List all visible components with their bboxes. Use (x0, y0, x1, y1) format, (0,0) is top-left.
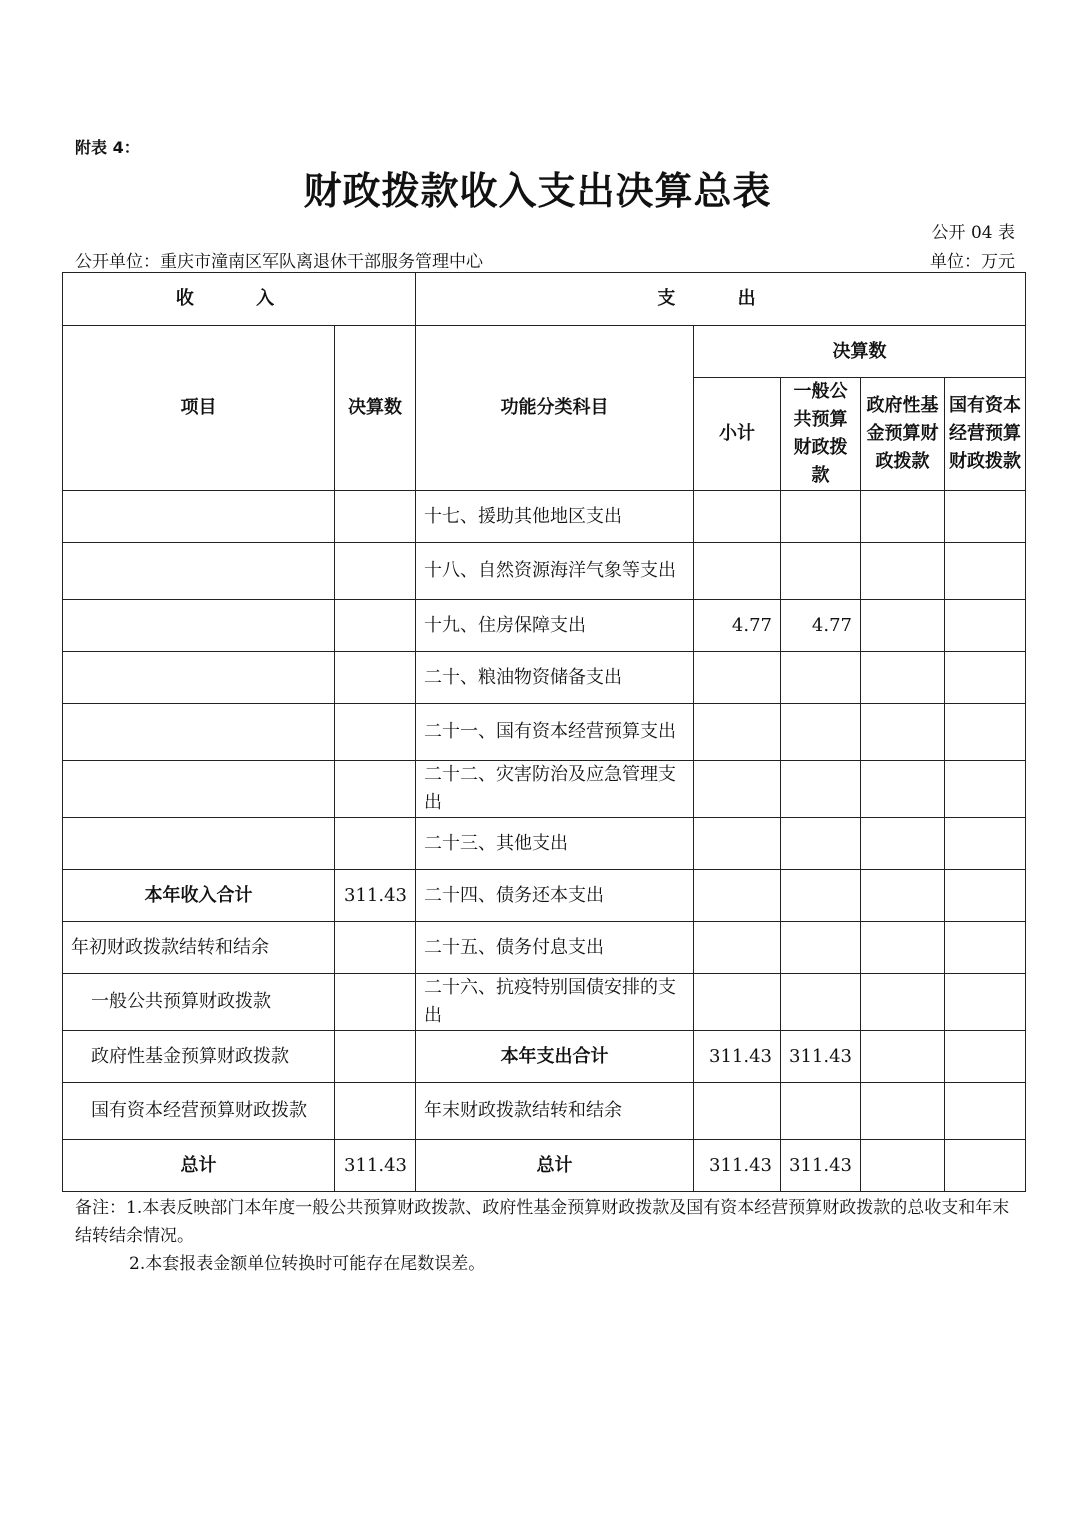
attachment-label: 附表 4： (75, 138, 140, 157)
fund-cell (861, 818, 945, 870)
table-row (63, 652, 1026, 704)
table-row (63, 974, 1026, 1031)
general-cell (781, 491, 861, 543)
income-item: 总计 (63, 1140, 335, 1192)
income-item: 年初财政拨款结转和结余 (63, 922, 335, 974)
general-cell: 311.43 (781, 1031, 861, 1083)
fund-cell (861, 1083, 945, 1140)
table-row (63, 870, 1026, 922)
function-item: 二十二、灾害防治及应急管理支出 (416, 761, 694, 818)
function-item: 总计 (416, 1140, 694, 1192)
general-cell (781, 870, 861, 922)
state-cell (945, 1140, 1026, 1192)
state-cell (945, 922, 1026, 974)
general-cell (781, 543, 861, 600)
income-amount (335, 704, 416, 761)
income-item (63, 761, 335, 818)
fund-cell (861, 1140, 945, 1192)
function-header: 功能分类科目 (416, 326, 694, 491)
amount2-header: 决算数 (694, 326, 1026, 378)
subtotal-cell (694, 543, 781, 600)
fund-cell (861, 543, 945, 600)
subtotal-cell (694, 1083, 781, 1140)
state-cell (945, 761, 1026, 818)
function-item: 十七、援助其他地区支出 (416, 491, 694, 543)
budget-table (62, 272, 1026, 1192)
fund-cell (861, 974, 945, 1031)
income-item (63, 704, 335, 761)
income-header: 收 入 (63, 273, 416, 326)
header-row-mid (63, 326, 1026, 378)
general-cell (781, 761, 861, 818)
fund-cell (861, 652, 945, 704)
function-item: 二十、粮油物资储备支出 (416, 652, 694, 704)
fund-cell (861, 491, 945, 543)
state-cell (945, 870, 1026, 922)
subtotal-cell (694, 922, 781, 974)
income-amount (335, 491, 416, 543)
state-cell (945, 652, 1026, 704)
function-item: 二十四、债务还本支出 (416, 870, 694, 922)
general-cell (781, 974, 861, 1031)
income-amount (335, 652, 416, 704)
subtotal-header: 小计 (694, 378, 781, 491)
general-cell (781, 704, 861, 761)
item-header: 项目 (63, 326, 335, 491)
fund-cell (861, 704, 945, 761)
income-item: 政府性基金预算财政拨款 (63, 1031, 335, 1083)
state-cell (945, 818, 1026, 870)
table-row (63, 704, 1026, 761)
table-row (63, 543, 1026, 600)
general-cell (781, 818, 861, 870)
table-row (63, 491, 1026, 543)
function-item: 二十六、抗疫特别国债安排的支出 (416, 974, 694, 1031)
income-item (63, 818, 335, 870)
general-cell: 311.43 (781, 1140, 861, 1192)
general-cell: 4.77 (781, 600, 861, 652)
fund-cell (861, 870, 945, 922)
fund-cell (861, 922, 945, 974)
function-item: 年末财政拨款结转和结余 (416, 1083, 694, 1140)
note-1: 备注：1.本表反映部门本年度一般公共预算财政拨款、政府性基金预算财政拨款及国有资本经营预算财政拨款的总收支和年末结转结余情况。 (75, 1198, 1010, 1246)
income-amount (335, 761, 416, 818)
general-cell (781, 1083, 861, 1140)
general-header: 一般公共预算财政拨款 (781, 378, 861, 491)
expense-header: 支 出 (416, 273, 1026, 326)
income-amount (335, 974, 416, 1031)
reporting-unit: 公开单位：重庆市潼南区军队离退休干部服务管理中心 (75, 252, 483, 272)
state-cell (945, 543, 1026, 600)
table-number: 公开 04 表 (931, 223, 1015, 243)
state-cell (945, 600, 1026, 652)
income-amount (335, 600, 416, 652)
function-item: 十九、住房保障支出 (416, 600, 694, 652)
note-2: 2.本套报表金额单位转换时可能存在尾数误差。 (129, 1254, 486, 1274)
income-amount: 311.43 (335, 1140, 416, 1192)
state-header: 国有资本经营预算财政拨款 (945, 378, 1026, 491)
amount-header: 决算数 (335, 326, 416, 491)
currency-unit: 单位：万元 (930, 252, 1015, 272)
table-row (63, 1031, 1026, 1083)
income-amount: 311.43 (335, 870, 416, 922)
subtotal-cell: 311.43 (694, 1140, 781, 1192)
function-item: 十八、自然资源海洋气象等支出 (416, 543, 694, 600)
table-row (63, 922, 1026, 974)
subtotal-cell: 311.43 (694, 1031, 781, 1083)
income-item (63, 600, 335, 652)
income-amount (335, 922, 416, 974)
income-item (63, 652, 335, 704)
income-item: 本年收入合计 (63, 870, 335, 922)
income-item: 一般公共预算财政拨款 (63, 974, 335, 1031)
income-amount (335, 1031, 416, 1083)
fund-cell (861, 761, 945, 818)
table-row (63, 1140, 1026, 1192)
fund-header: 政府性基金预算财政拨款 (861, 378, 945, 491)
header-row-top (63, 273, 1026, 326)
table-row (63, 1083, 1026, 1140)
income-amount (335, 543, 416, 600)
state-cell (945, 491, 1026, 543)
page-title: 财政拨款收入支出决算总表 (303, 169, 772, 213)
state-cell (945, 704, 1026, 761)
table-row (63, 818, 1026, 870)
subtotal-cell (694, 974, 781, 1031)
subtotal-cell (694, 870, 781, 922)
table-row (63, 761, 1026, 818)
subtotal-cell (694, 761, 781, 818)
subtotal-cell: 4.77 (694, 600, 781, 652)
income-amount (335, 1083, 416, 1140)
state-cell (945, 974, 1026, 1031)
function-item: 本年支出合计 (416, 1031, 694, 1083)
fund-cell (861, 600, 945, 652)
income-item (63, 543, 335, 600)
income-item (63, 491, 335, 543)
subtotal-cell (694, 704, 781, 761)
general-cell (781, 922, 861, 974)
state-cell (945, 1083, 1026, 1140)
subtotal-cell (694, 491, 781, 543)
fund-cell (861, 1031, 945, 1083)
function-item: 二十五、债务付息支出 (416, 922, 694, 974)
income-item: 国有资本经营预算财政拨款 (63, 1083, 335, 1140)
subtotal-cell (694, 652, 781, 704)
general-cell (781, 652, 861, 704)
function-item: 二十一、国有资本经营预算支出 (416, 704, 694, 761)
income-amount (335, 818, 416, 870)
state-cell (945, 1031, 1026, 1083)
subtotal-cell (694, 818, 781, 870)
table-row (63, 600, 1026, 652)
function-item: 二十三、其他支出 (416, 818, 694, 870)
